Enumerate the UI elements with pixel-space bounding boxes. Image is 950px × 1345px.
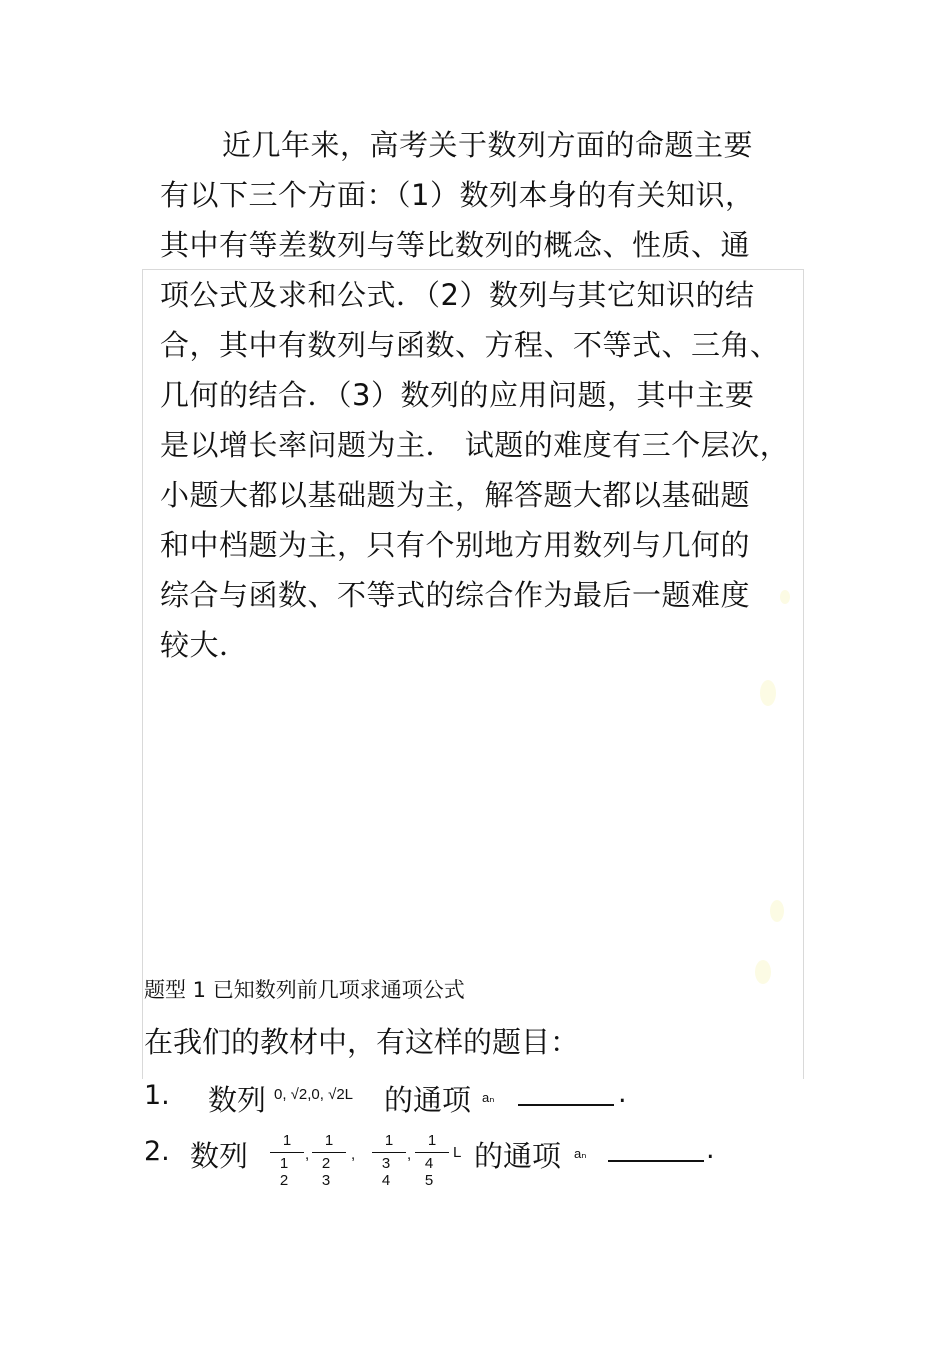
question-suffix: 的通项 xyxy=(384,1083,472,1117)
fraction-numerator: 1 xyxy=(384,1132,394,1149)
paragraph-line: 合，其中有数列与函数、方程、不等式、三角、 xyxy=(160,328,780,362)
sequence-expression: 0, √2,0, √2L xyxy=(274,1086,354,1103)
paragraph-line: 其中有等差数列与等比数列的概念、性质、通 xyxy=(160,228,751,262)
fraction-numerator: 1 xyxy=(324,1132,334,1149)
comma-separator: , xyxy=(407,1146,412,1163)
end-period: . xyxy=(618,1078,627,1109)
paragraph-line: 较大． xyxy=(160,628,249,662)
stain-mark xyxy=(780,590,790,604)
paragraph-line: 近几年来，高考关于数列方面的命题主要 xyxy=(222,128,754,162)
question-label: 数列 xyxy=(190,1139,249,1173)
paragraph-line: 综合与函数、不等式的综合作为最后一题难度 xyxy=(160,578,751,612)
frame-right-line xyxy=(803,269,804,1079)
paragraph-line: 小题大都以基础题为主，解答题大都以基础题 xyxy=(160,478,751,512)
end-period: . xyxy=(706,1134,715,1165)
section-heading: 题型 1 已知数列前几项求通项公式 xyxy=(144,978,465,1002)
answer-blank[interactable] xyxy=(608,1160,704,1162)
stain-mark xyxy=(770,900,784,922)
paragraph-line: 和中档题为主，只有个别地方用数列与几何的 xyxy=(160,528,751,562)
ellipsis-symbol: L xyxy=(453,1144,462,1161)
fraction-numerator: 1 xyxy=(427,1132,437,1149)
paragraph-line: 项公式及求和公式．（2）数列与其它知识的结 xyxy=(160,278,755,312)
fraction-term xyxy=(372,1132,406,1189)
stain-mark xyxy=(755,960,771,984)
paragraph-line: 有以下三个方面：（1）数列本身的有关知识， xyxy=(160,178,755,212)
general-term-symbol: aₙ xyxy=(482,1090,495,1105)
fraction-denominator: 3 4 xyxy=(381,1155,397,1189)
fraction-bar xyxy=(270,1152,304,1153)
stain-mark xyxy=(760,680,776,706)
question-number: 2. xyxy=(144,1136,170,1167)
fraction-bar xyxy=(415,1152,449,1153)
question-2 xyxy=(144,1128,844,1189)
comma-separator: , xyxy=(305,1146,310,1163)
fraction-bar xyxy=(372,1152,406,1153)
frame-left-line xyxy=(142,269,143,1079)
paragraph-line: 几何的结合．（3）数列的应用问题，其中主要 xyxy=(160,378,755,412)
fraction-denominator: 1 2 xyxy=(279,1155,295,1189)
paragraph-line: 是以增长率问题为主． 试题的难度有三个层次， xyxy=(160,428,790,462)
fraction-denominator: 4 5 xyxy=(424,1155,440,1189)
fraction-denominator: 2 3 xyxy=(321,1155,337,1189)
answer-blank[interactable] xyxy=(518,1104,614,1106)
question-1 xyxy=(144,1072,844,1122)
frame-top-line xyxy=(142,269,804,270)
exercise-intro: 在我们的教材中，有这样的题目： xyxy=(144,1025,580,1059)
fraction-term xyxy=(415,1132,449,1189)
question-label: 数列 xyxy=(208,1083,267,1117)
fraction-term xyxy=(312,1132,346,1189)
fraction-term xyxy=(270,1132,304,1189)
comma-separator: , xyxy=(351,1146,356,1163)
question-number: 1. xyxy=(144,1080,170,1111)
fraction-bar xyxy=(312,1152,346,1153)
general-term-symbol: aₙ xyxy=(574,1146,587,1161)
question-suffix: 的通项 xyxy=(474,1139,562,1173)
fraction-numerator: 1 xyxy=(282,1132,292,1149)
